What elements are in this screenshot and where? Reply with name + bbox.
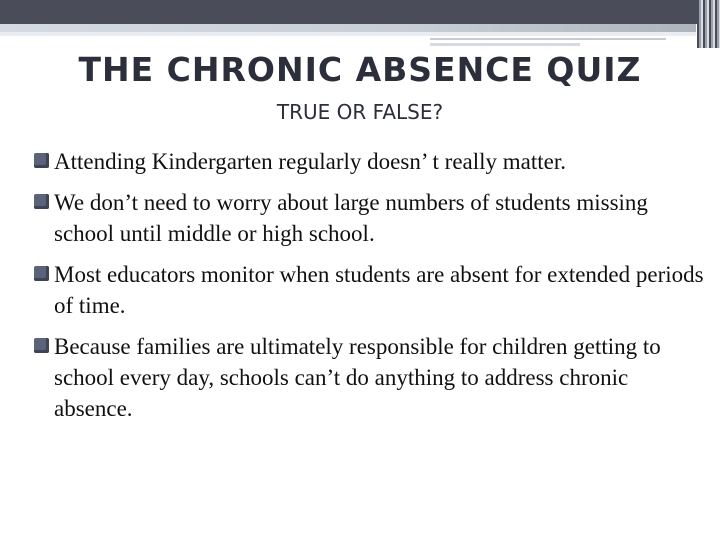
corner-decoration — [697, 0, 720, 48]
header-bar — [0, 0, 720, 24]
accent-line — [430, 38, 666, 40]
square-bullet-icon — [34, 266, 49, 281]
list-item — [34, 331, 710, 424]
bullet-text: Because families are ultimately responsible for children getting to school every day, schools can’t do anything to address chronic absence. — [54, 334, 661, 421]
bullet-text: Most educators monitor when students are absent for extended periods of time. — [54, 262, 704, 318]
accent-line — [430, 43, 580, 46]
list-item — [34, 146, 710, 177]
list-item — [34, 187, 710, 249]
header-stripe — [0, 24, 696, 32]
slide-subtitle — [0, 100, 720, 124]
bullet-text: Attending Kindergarten regularly doesn’ t really matter. — [54, 149, 567, 174]
square-bullet-icon — [34, 194, 49, 209]
bullet-list — [34, 146, 710, 434]
square-bullet-icon — [34, 338, 49, 353]
slide-title: THE CHRONIC ABSENCE QUIZ — [78, 50, 642, 89]
square-bullet-icon — [34, 153, 49, 168]
list-item — [34, 259, 710, 321]
subtitle-text: TRUE OR FALSE? — [276, 100, 444, 124]
header-stripe-light — [0, 32, 696, 36]
bullet-text: We don’t need to worry about large numbers of students missing school until middle or high school. — [54, 190, 648, 246]
